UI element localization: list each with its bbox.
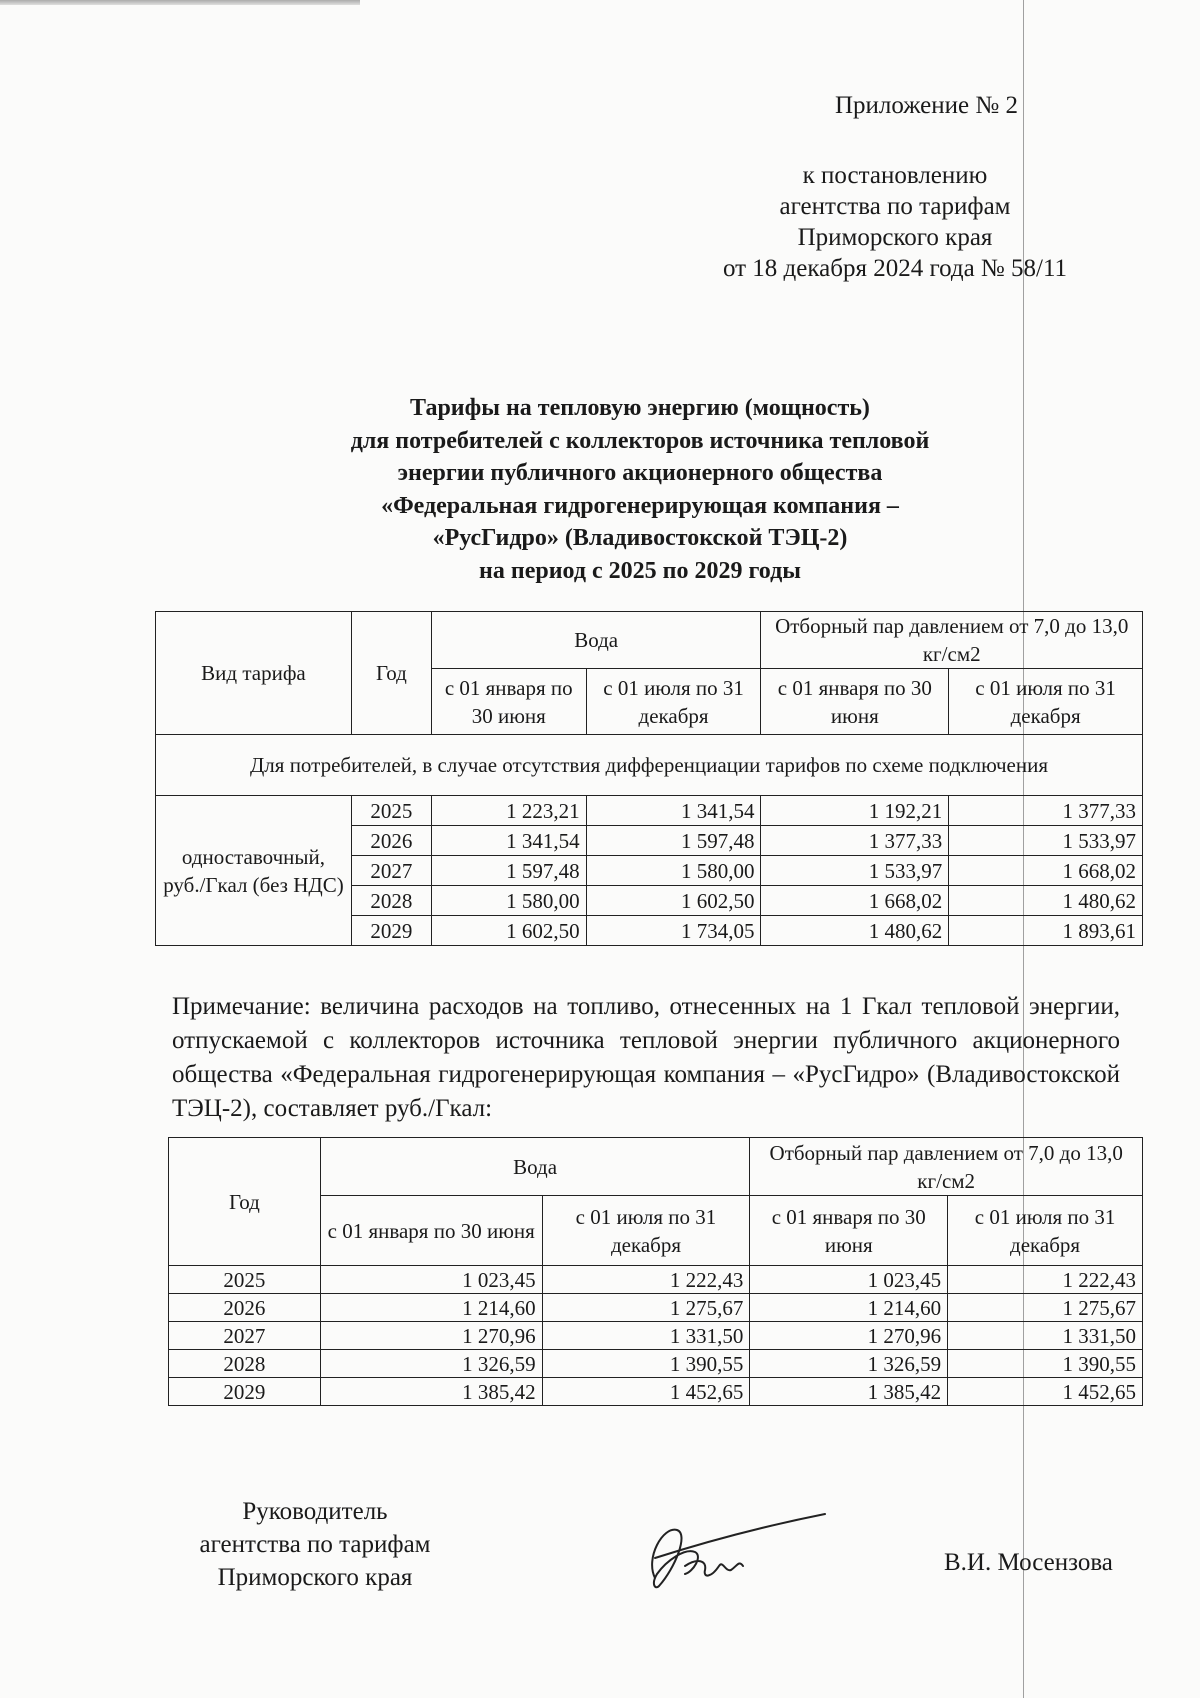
year-cell: 2029 [351,916,431,946]
period-header-steam-h1: с 01 января по 30 июня [750,1196,948,1266]
title-line: «РусГидро» (Владивостокской ТЭЦ-2) [432,525,848,551]
year-cell: 2027 [169,1322,321,1350]
value-cell: 1 390,55 [542,1350,750,1378]
table-row [169,1322,1143,1350]
value-cell: 1 270,96 [750,1322,948,1350]
value-cell: 1 480,62 [761,916,949,946]
scan-edge-artifact [0,0,360,5]
value-cell: 1 377,33 [949,796,1143,826]
value-cell: 1 326,59 [750,1350,948,1378]
col-header-year: Год [169,1138,321,1266]
table-row [169,1294,1143,1322]
value-cell: 1 480,62 [949,886,1143,916]
value-cell: 1 214,60 [320,1294,542,1322]
value-cell: 1 597,48 [586,826,761,856]
value-cell: 1 385,42 [320,1378,542,1406]
year-cell: 2026 [169,1294,321,1322]
value-cell: 1 533,97 [949,826,1143,856]
value-cell: 1 452,65 [542,1378,750,1406]
value-cell: 1 341,54 [431,826,586,856]
value-cell: 1 533,97 [761,856,949,886]
value-cell: 1 223,21 [431,796,586,826]
value-cell: 1 214,60 [750,1294,948,1322]
table-row [169,1350,1143,1378]
value-cell: 1 668,02 [949,856,1143,886]
year-cell: 2025 [351,796,431,826]
period-header-steam-h2: с 01 июля по 31 декабря [949,669,1143,735]
value-cell: 1 385,42 [750,1378,948,1406]
value-cell: 1 341,54 [586,796,761,826]
handwritten-signature [615,1508,830,1598]
group-header-steam: Отборный пар давлением от 7,0 до 13,0 кг/см2 [761,612,1143,669]
year-cell: 2027 [351,856,431,886]
value-cell: 1 390,55 [948,1350,1143,1378]
period-header-steam-h1: с 01 января по 30 июня [761,669,949,735]
value-cell: 1 597,48 [431,856,586,886]
value-cell: 1 331,50 [948,1322,1143,1350]
value-cell: 1 377,33 [761,826,949,856]
signatory-position [180,1495,450,1594]
col-header-tariff-kind: Вид тарифа [156,612,352,735]
section-label: Для потребителей, в случае отсутствия дифференциации тарифов по схеме подключения [156,735,1143,796]
year-cell: 2028 [169,1350,321,1378]
title-line: «Федеральная гидрогенерирующая компания – [381,492,899,519]
table-row [156,796,1143,826]
decree-line: агентства по тарифам [779,193,1011,220]
year-cell: 2026 [351,826,431,856]
decree-line: от 18 декабря 2024 года № 58/11 [722,255,1068,282]
table-row [169,1266,1143,1294]
value-cell: 1 326,59 [320,1350,542,1378]
position-line: агентства по тарифам [199,1531,431,1558]
decree-reference [685,160,1105,284]
year-cell: 2025 [169,1266,321,1294]
signer-name: В.И. Мосензова [944,1549,1113,1576]
value-cell: 1 222,43 [542,1266,750,1294]
year-cell: 2028 [351,886,431,916]
table-row [169,1378,1143,1406]
period-header-steam-h2: с 01 июля по 31 декабря [948,1196,1143,1266]
appendix-label: Приложение № 2 [834,92,1018,119]
value-cell: 1 192,21 [761,796,949,826]
value-cell: 1 270,96 [320,1322,542,1350]
col-header-year: Год [351,612,431,735]
value-cell: 1 452,65 [948,1378,1143,1406]
value-cell: 1 893,61 [949,916,1143,946]
position-line: Руководитель [242,1498,388,1525]
period-header-water-h1: с 01 января по 30 июня [431,669,586,735]
position-line: Приморского края [217,1564,413,1591]
value-cell: 1 602,50 [431,916,586,946]
decree-line: Приморского края [797,224,993,251]
value-cell: 1 734,05 [586,916,761,946]
decree-line: к постановлению [802,162,988,189]
group-header-water: Вода [431,612,761,669]
value-cell: 1 331,50 [542,1322,750,1350]
period-header-water-h2: с 01 июля по 31 декабря [542,1196,750,1266]
period-header-water-h2: с 01 июля по 31 декабря [586,669,761,735]
value-cell: 1 023,45 [320,1266,542,1294]
fuel-cost-note: Примечание: величина расходов на топливо, отнесенных на 1 Гкал тепловой энергии, отпускаемой с коллекторов источника тепловой энергии публичного акционерного общества «Федеральная гидрогенерирующая компания – «РусГидро» (Владивостокской ТЭЦ-2), составляет руб./Гкал: [172,993,1120,1122]
group-header-water: Вода [320,1138,750,1196]
value-cell: 1 275,67 [542,1294,750,1322]
tariff-table [155,611,1143,946]
year-cell: 2029 [169,1378,321,1406]
title-line: на период с 2025 по 2029 годы [479,557,801,584]
value-cell: 1 580,00 [586,856,761,886]
value-cell: 1 668,02 [761,886,949,916]
value-cell: 1 602,50 [586,886,761,916]
document-title [200,392,1080,587]
group-header-steam: Отборный пар давлением от 7,0 до 13,0 кг/см2 [750,1138,1143,1196]
period-header-water-h1: с 01 января по 30 июня [320,1196,542,1266]
fuel-cost-table [168,1137,1143,1406]
value-cell: 1 222,43 [948,1266,1143,1294]
title-line: энергии публичного акционерного общества [397,460,883,486]
title-line: Тарифы на тепловую энергию (мощность) [410,395,870,421]
tariff-kind-cell: одноставочный, руб./Гкал (без НДС) [156,796,352,946]
title-line: для потребителей с коллекторов источника тепловой [350,427,930,454]
value-cell: 1 023,45 [750,1266,948,1294]
value-cell: 1 580,00 [431,886,586,916]
value-cell: 1 275,67 [948,1294,1143,1322]
